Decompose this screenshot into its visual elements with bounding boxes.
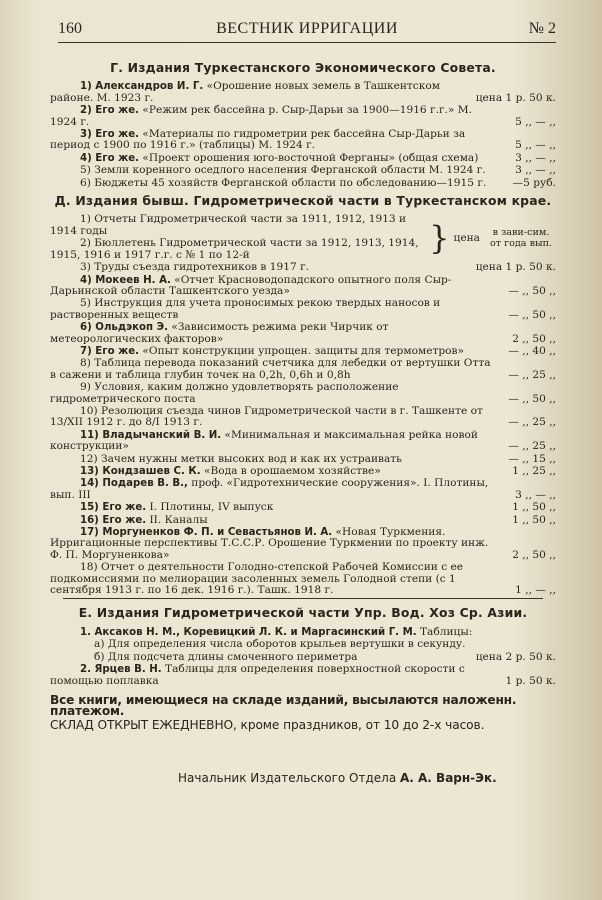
item-text: «Проект орошения юго-восточной Ферганы» (общая схема) <box>139 151 479 164</box>
list-item <box>50 238 425 261</box>
section-d-title: Д. Издания бывш. Гидрометрической части в Туркестанском крае. <box>54 193 552 209</box>
item-price: —5 руб. <box>512 176 556 189</box>
item-price: — ,, 15 ,, <box>508 452 556 465</box>
list-item <box>50 562 556 596</box>
notice-shipping: Все книги, имеющиеся на складе изданий, высылаются наложенн. платежом. <box>50 692 517 719</box>
list-item <box>50 298 556 321</box>
list-item <box>50 153 556 164</box>
list-item <box>50 81 556 104</box>
section-g-list <box>50 81 556 189</box>
item-price: — ,, 50 ,, <box>508 284 556 297</box>
item-text: II. Каналы <box>146 513 208 526</box>
item-text: «Вода в орошаемом хозяйстве» <box>200 465 381 477</box>
list-item <box>50 275 556 298</box>
item-author: 2. Ярцев В. Н. <box>80 664 162 676</box>
item-price: 2 ,, 50 ,, <box>512 332 556 345</box>
item-author: 4) Мокеев Н. А. <box>80 274 171 286</box>
signature-name: А. А. Варн-Эк. <box>400 771 497 786</box>
item-author: 7) Его же. <box>80 345 140 357</box>
item-text: «Минимальная и максимальная рейка новой конструкции» <box>50 428 478 453</box>
item-price: 1 ,, — ,, <box>515 584 556 597</box>
brace-price: цена <box>453 231 480 244</box>
list-item <box>50 358 556 381</box>
signature-role: Начальник Издательского Отдела <box>178 771 400 786</box>
list-item <box>50 406 556 429</box>
item-author: 16) Его же. <box>80 514 147 526</box>
item-text: «Отчет Красноводопадского опытного поля Сыр-Дарьинской области Ташкентского уезда» <box>50 273 452 297</box>
item-text: 8) Таблица перевода показаний счетчика для лебедки от вертушки Отта в сажени и таблица глубин точек на 0,2h, 0,6h и 0,8h <box>50 357 491 381</box>
item-author: 1. Аксаков Н. М., Коревицкий Л. К. и Маргасинский Г. М. <box>80 626 417 638</box>
item-price: 5 ,, — ,, <box>515 139 556 152</box>
item-price: — ,, 25 ,, <box>508 416 556 429</box>
page-header <box>58 20 556 43</box>
item-text: «Материалы по гидрометрии рек бассейна Сыр-Дарьи за период с 1900 по 1916 г.» (таблицы) М. 1924 г. <box>50 128 466 152</box>
item-author: 2) Его же. <box>80 105 140 117</box>
list-item <box>50 178 556 189</box>
section-d-list <box>50 262 556 596</box>
brace-glyph: } <box>429 219 450 258</box>
item-price: 3 ,, — ,, <box>515 164 556 177</box>
list-item <box>50 627 556 638</box>
item-author: 1) Александров И. Г. <box>80 81 204 93</box>
item-text: Таблицы для определения поверхностной скорости с помощью поплавка <box>50 663 465 687</box>
item-author: 6) Ольдэкоп Э. <box>80 322 168 334</box>
list-item <box>50 346 556 357</box>
item-price: цена 1 р. 50 к. <box>475 91 556 104</box>
item-price: — ,, 50 ,, <box>508 392 556 405</box>
item-price: цена 2 р. 50 к. <box>475 650 556 663</box>
list-item <box>50 430 556 453</box>
list-item <box>50 652 556 663</box>
item-text: б) Для подсчета длины смоченного периметра <box>94 650 358 663</box>
list-item <box>50 382 556 405</box>
item-text: 18) Отчет о деятельности Голодно-степской Рабочей Комиссии с ее подкомиссиями по мелиорации засоленных земель Голодной степи (с 1 сентября 1913 г. по 16 дек. 1916 г.). Ташк. 1918 г. <box>50 561 464 597</box>
item-price: 2 ,, 50 ,, <box>512 548 556 561</box>
list-item <box>50 214 425 237</box>
item-author: 17) Моргуненков Ф. П. и Севастьянов И. А. <box>80 527 333 539</box>
item-author: 4) Его же. <box>80 152 140 164</box>
item-price: 3 ,, — ,, <box>515 151 556 164</box>
item-text: «Зависимость режима реки Чирчик от метеорологических факторов» <box>50 321 389 345</box>
item-text: «Опыт конструкции упрощен. защиты для термометров» <box>139 344 464 357</box>
item-author: 14) Подарев В. В., <box>80 478 188 490</box>
item-text: «Режим рек бассейна р. Сыр-Дарьи за 1900—1916 г.г.» М. 1924 г. <box>50 104 472 128</box>
list-item <box>50 454 556 465</box>
item-price: 3 ,, — ,, <box>515 488 556 501</box>
section-g-title: Г. Издания Туркестанского Экономического Совета. <box>110 60 496 75</box>
page-number: 160 <box>58 20 82 37</box>
notice-hours: СКЛАД ОТКРЫТ ЕЖЕДНЕВНО, кроме праздников, от 10 до 2-х часов. <box>50 717 485 732</box>
item-price: 1 р. 50 к. <box>505 674 556 687</box>
list-item <box>50 515 556 526</box>
section-divider <box>63 598 544 599</box>
item-text: «Орошение новых земель в Ташкентском районе. М. 1923 г. <box>50 80 440 104</box>
item-price: — ,, 40 ,, <box>508 344 556 357</box>
item-text: 12) Зачем нужны метки высоких вод и как их устраивать <box>80 452 402 465</box>
list-item <box>50 322 556 345</box>
signature-line <box>50 773 556 784</box>
item-price: 1 ,, 50 ,, <box>512 501 556 514</box>
brace-note: в зави-сим. от года вып. <box>489 227 553 250</box>
item-author: 13) Кондзашев С. К. <box>80 466 201 477</box>
list-item <box>50 466 556 477</box>
item-author: 11) Владычанский В. И. <box>80 429 222 441</box>
list-item <box>50 639 556 650</box>
list-item <box>50 105 556 128</box>
list-item <box>50 165 556 176</box>
item-price: 5 ,, — ,, <box>515 115 556 128</box>
item-text: а) Для определения числа оборотов крыльев вертушки в секунду. <box>94 638 466 651</box>
item-text: Таблицы: <box>416 625 473 638</box>
list-item <box>50 129 556 152</box>
item-text: «Новая Туркмения. Ирригационные перспективы Т.С.С.Р. Орошение Туркмении по проекту инж. Ф. П. Моргуненкова» <box>50 526 489 561</box>
list-item <box>50 478 556 501</box>
list-item <box>50 527 556 561</box>
brace-group <box>50 214 556 262</box>
item-text: 5) Инструкция для учета проносимых рекою твердых наносов и растворенных веществ <box>50 297 441 321</box>
item-author: 3) Его же. <box>80 129 140 141</box>
item-text: I. Плотины, IV выпуск <box>146 501 274 514</box>
item-price: — ,, 25 ,, <box>508 440 556 453</box>
page-content <box>50 56 556 785</box>
item-text: проф. «Гидротехнические сооружения». I. Плотины, вып. III <box>50 477 489 501</box>
item-price: 1 ,, 50 ,, <box>512 513 556 526</box>
issue-number: № 2 <box>528 20 556 37</box>
list-item <box>50 502 556 513</box>
journal-title: ВЕСТНИК ИРРИГАЦИИ <box>216 20 398 37</box>
item-text: 1) Отчеты Гидрометрической части за 1911, 1912, 1913 и 1914 годы <box>50 213 407 237</box>
list-item <box>50 664 556 687</box>
item-price: — ,, 25 ,, <box>508 368 556 381</box>
item-price: цена 1 р. 50 к. <box>475 261 556 274</box>
item-price: 1 ,, 25 ,, <box>512 465 556 477</box>
item-text: 9) Условия, каким должно удовлетворять расположение гидрометрического поста <box>50 381 399 405</box>
item-author: 15) Его же. <box>80 502 147 514</box>
list-item <box>50 262 556 273</box>
item-text: 5) Земли коренного оседлого населения Ферганской области М. 1924 г. <box>80 164 486 177</box>
section-e-title: Е. Издания Гидрометрической части Упр. Вод. Хоз Ср. Азии. <box>78 605 528 621</box>
item-text: 3) Труды съезда гидротехников в 1917 г. <box>80 261 309 274</box>
item-text: 10) Резолюция съезда чинов Гидрометрической части в г. Ташкенте от 13/XII 1912 г. до 8/I 1913 г. <box>50 404 483 429</box>
item-price: — ,, 50 ,, <box>508 308 556 321</box>
item-text: 6) Бюджеты 45 хозяйств Ферганской области по обследованию—1915 г. <box>80 176 487 189</box>
item-text: 2) Бюллетень Гидрометрической части за 1912, 1913, 1914, 1915, 1916 и 1917 г.г. с № 1 по 12-й <box>50 237 419 261</box>
